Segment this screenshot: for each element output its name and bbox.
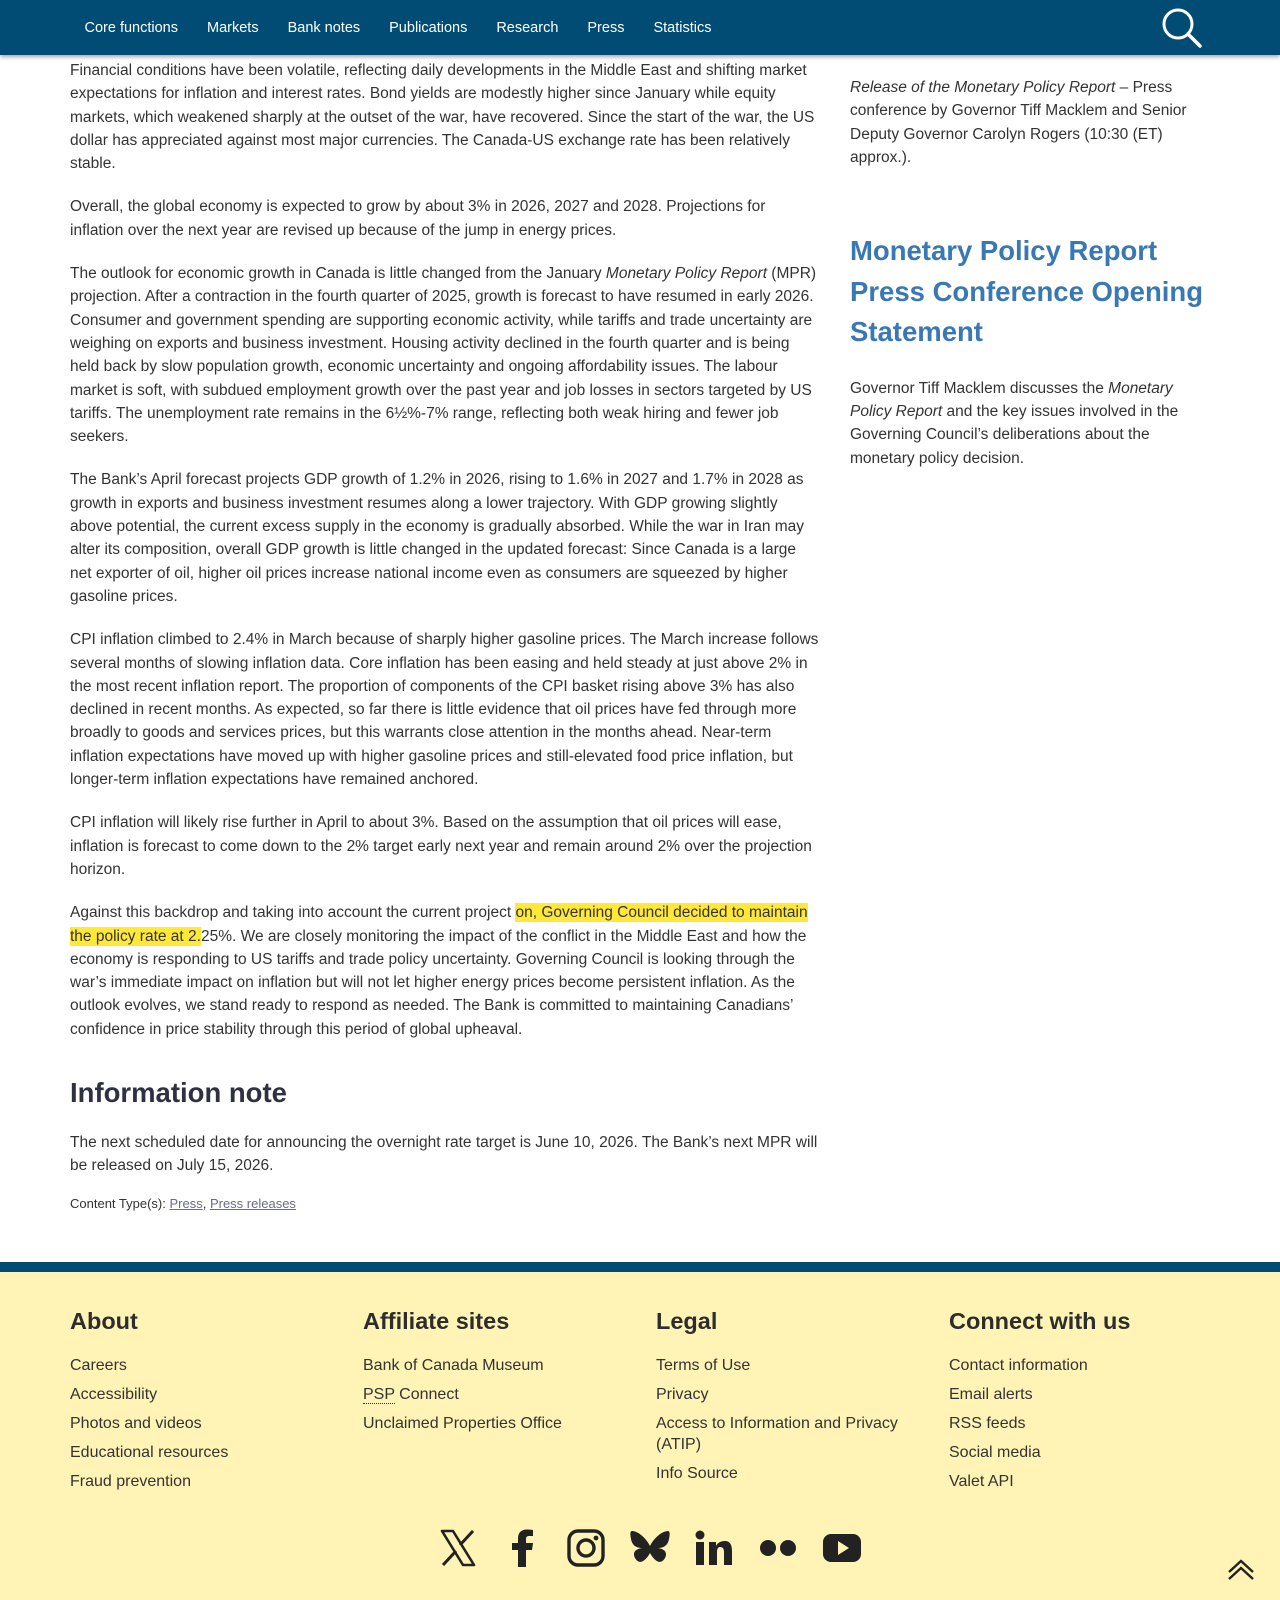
press-conference-link[interactable]: Monetary Policy Report Press Conference Opening Statement [850, 235, 1204, 348]
nav-item-research[interactable]: Research [496, 19, 559, 36]
footer-link-social-media[interactable]: Social media [949, 1444, 1041, 1461]
paragraph-cpi-april: CPI inflation will likely rise further in April to about 3%. Based on the assumption that oil prices will ease, inflation is forecast to come down to the 2% target early next year and remain around 2% over the projection horizon. [70, 814, 812, 878]
x-icon [439, 1529, 477, 1567]
linkedin-icon [695, 1530, 733, 1566]
release-description: Release of the Monetary Policy Report – Press conference by Governor Tiff Macklem and Senior Deputy Governor Carolyn Rogers (10:30 (ET) approx.). [850, 79, 1187, 166]
article-body [70, 55, 820, 1211]
bluesky-icon [630, 1530, 670, 1566]
footer-link-fraud-prevention[interactable]: Fraud prevention [70, 1473, 191, 1490]
instagram-icon [567, 1529, 605, 1567]
footer-link-photos-videos[interactable]: Photos and videos [70, 1415, 202, 1432]
paragraph-canada-outlook: The outlook for economic growth in Canada is little changed from the January Monetary Policy Report (MPR) projection. After a contraction in the fourth quarter of 2025, growth is forecast to have resumed in early 2026. Consumer and government spending are supporting economic activity, while tariffs and trade uncertainty are weighing on exports and business investment. Housing activity declined in the fourth quarter and is being held back by slow population growth, economic uncertainty and ongoing affordability issues. The labour market is soft, with subdued employment growth over the past year and job losses in sectors targeted by US tariffs. The unemployment rate remains in the 6½%-7% range, reflecting both weak hiring and fewer job seekers. [70, 265, 817, 446]
youtube-icon [822, 1533, 862, 1563]
top-navigation [0, 0, 1280, 55]
bluesky-link[interactable] [618, 1526, 682, 1570]
footer-link-careers[interactable]: Careers [70, 1357, 127, 1374]
press-conference-description: Governor Tiff Macklem discusses the Monetary Policy Report and the key issues involved in the Governing Council’s deliberations about the monetary policy decision. [850, 379, 1179, 467]
content-type-press-link[interactable]: Press [169, 1195, 203, 1211]
footer-link-info-source[interactable]: Info Source [656, 1465, 738, 1482]
nav-item-statistics[interactable]: Statistics [653, 19, 712, 36]
flickr-link[interactable] [746, 1526, 810, 1570]
information-note-heading: Information note [70, 1076, 287, 1108]
sidebar [850, 55, 1220, 470]
highlighted-text[interactable]: on, Governing Council decided to maintain the policy rate at 2. [70, 904, 808, 945]
paragraph-financial-conditions: Financial conditions have been volatile, reflecting daily developments in the Middle East and shifting market expectations for inflation and interest rates. Bond yields are modestly higher since January while equity markets, which weakened sharply at the outset of the war, have recovered. Since the start of the war, the US dollar has appreciated against most major currencies. The Canada-US exchange rate has been relatively stable. [70, 62, 815, 173]
footer-link-valet-api[interactable]: Valet API [949, 1473, 1014, 1490]
nav-item-markets[interactable]: Markets [207, 19, 259, 36]
footer-about-title: About [70, 1308, 138, 1334]
footer-link-contact[interactable]: Contact information [949, 1357, 1088, 1374]
footer-link-unclaimed-properties[interactable]: Unclaimed Properties Office [363, 1415, 562, 1432]
youtube-link[interactable] [810, 1526, 874, 1570]
flickr-icon [758, 1538, 798, 1558]
footer-legal-title: Legal [656, 1308, 718, 1334]
footer-affiliate-title: Affiliate sites [363, 1308, 510, 1334]
footer-link-accessibility[interactable]: Accessibility [70, 1386, 158, 1403]
search-button[interactable] [1160, 6, 1204, 50]
footer-legal [656, 1308, 926, 1492]
paragraph-policy-decision: Against this backdrop and taking into account the current project on, Governing Council decided to maintain the policy rate at 2.25%. We are closely monitoring the impact of the conflict in the Middle East and how the economy is responding to US tariffs and trade policy uncertainty. Governing Council is looking through the war’s immediate impact on inflation but will not let higher energy prices become persistent inflation. As the outlook evolves, we stand ready to respond as needed. The Bank is committed to maintaining Canadians’ confidence in price stability through this period of global upheaval. [70, 904, 808, 1038]
nav-item-press[interactable]: Press [587, 19, 625, 36]
information-note-text: The next scheduled date for announcing the overnight rate target is June 10, 2026. The Bank’s next MPR will be released on July 15, 2026. [70, 1133, 818, 1175]
main-menu [70, 0, 726, 55]
footer-link-email-alerts[interactable]: Email alerts [949, 1386, 1033, 1403]
social-links [426, 1526, 874, 1570]
chevron-up-icon [1226, 1558, 1256, 1582]
paragraph-cpi-inflation: CPI inflation climbed to 2.4% in March because of sharply higher gasoline prices. The March increase follows several months of slowing inflation data. Core inflation has been easing and held steady at just above 2% in the most recent inflation report. The proportion of components of the CPI basket rising above 3% has also declined in recent months. As expected, so far there is little evidence that oil prices have fed through more broadly to goods and services prices, but this warrants close attention in the months ahead. Near-term inflation expectations have moved up with higher gasoline prices and still-elevated food price inflation, but longer-term inflation expectations have remained anchored. [70, 631, 819, 789]
footer-link-atip[interactable]: Access to Information and Privacy (ATIP) [656, 1415, 898, 1453]
footer-link-museum[interactable]: Bank of Canada Museum [363, 1357, 544, 1374]
mpr-title: Monetary Policy Report [605, 265, 767, 283]
facebook-icon [510, 1529, 534, 1567]
linkedin-link[interactable] [682, 1526, 746, 1570]
footer-link-psp-connect[interactable]: PSP Connect [363, 1386, 459, 1403]
x-link[interactable] [426, 1526, 490, 1570]
paragraph-global-economy: Overall, the global economy is expected to grow by about 3% in 2026, 2027 and 2028. Projections for inflation over the next year are revised up because of the jump in energy prices. [70, 198, 766, 239]
facebook-link[interactable] [490, 1526, 554, 1570]
nav-item-core-functions[interactable]: Core functions [84, 19, 178, 36]
content-type-press-releases-link[interactable]: Press releases [209, 1195, 296, 1211]
content-types: Content Type(s): Press, Press releases [70, 1195, 296, 1211]
footer-link-terms[interactable]: Terms of Use [656, 1357, 751, 1374]
footer-connect [949, 1308, 1219, 1500]
footer-affiliate-sites [363, 1308, 633, 1442]
paragraph-gdp-forecast: The Bank’s April forecast projects GDP growth of 1.2% in 2026, rising to 1.6% in 2027 and 1.7% in 2028 as growth in exports and business investment resumes along a lower trajectory. With GDP growing slightly above potential, the current excess supply in the economy is gradually absorbed. While the war in Iran may alter its composition, overall GDP growth is little changed in the updated forecast: Since Canada is a large net exporter of oil, higher oil prices increase national income even as consumers are squeezed by higher gasoline prices. [70, 471, 805, 605]
footer-link-privacy[interactable]: Privacy [656, 1386, 709, 1403]
back-to-top-button[interactable] [1226, 1558, 1256, 1582]
search-icon [1160, 6, 1204, 50]
nav-item-publications[interactable]: Publications [389, 19, 468, 36]
nav-item-bank-notes[interactable]: Bank notes [287, 19, 361, 36]
footer-connect-title: Connect with us [949, 1308, 1131, 1334]
instagram-link[interactable] [554, 1526, 618, 1570]
footer-about [70, 1308, 340, 1500]
footer-link-rss[interactable]: RSS feeds [949, 1415, 1026, 1432]
footer-link-educational-resources[interactable]: Educational resources [70, 1444, 229, 1461]
site-footer [0, 1262, 1280, 1600]
